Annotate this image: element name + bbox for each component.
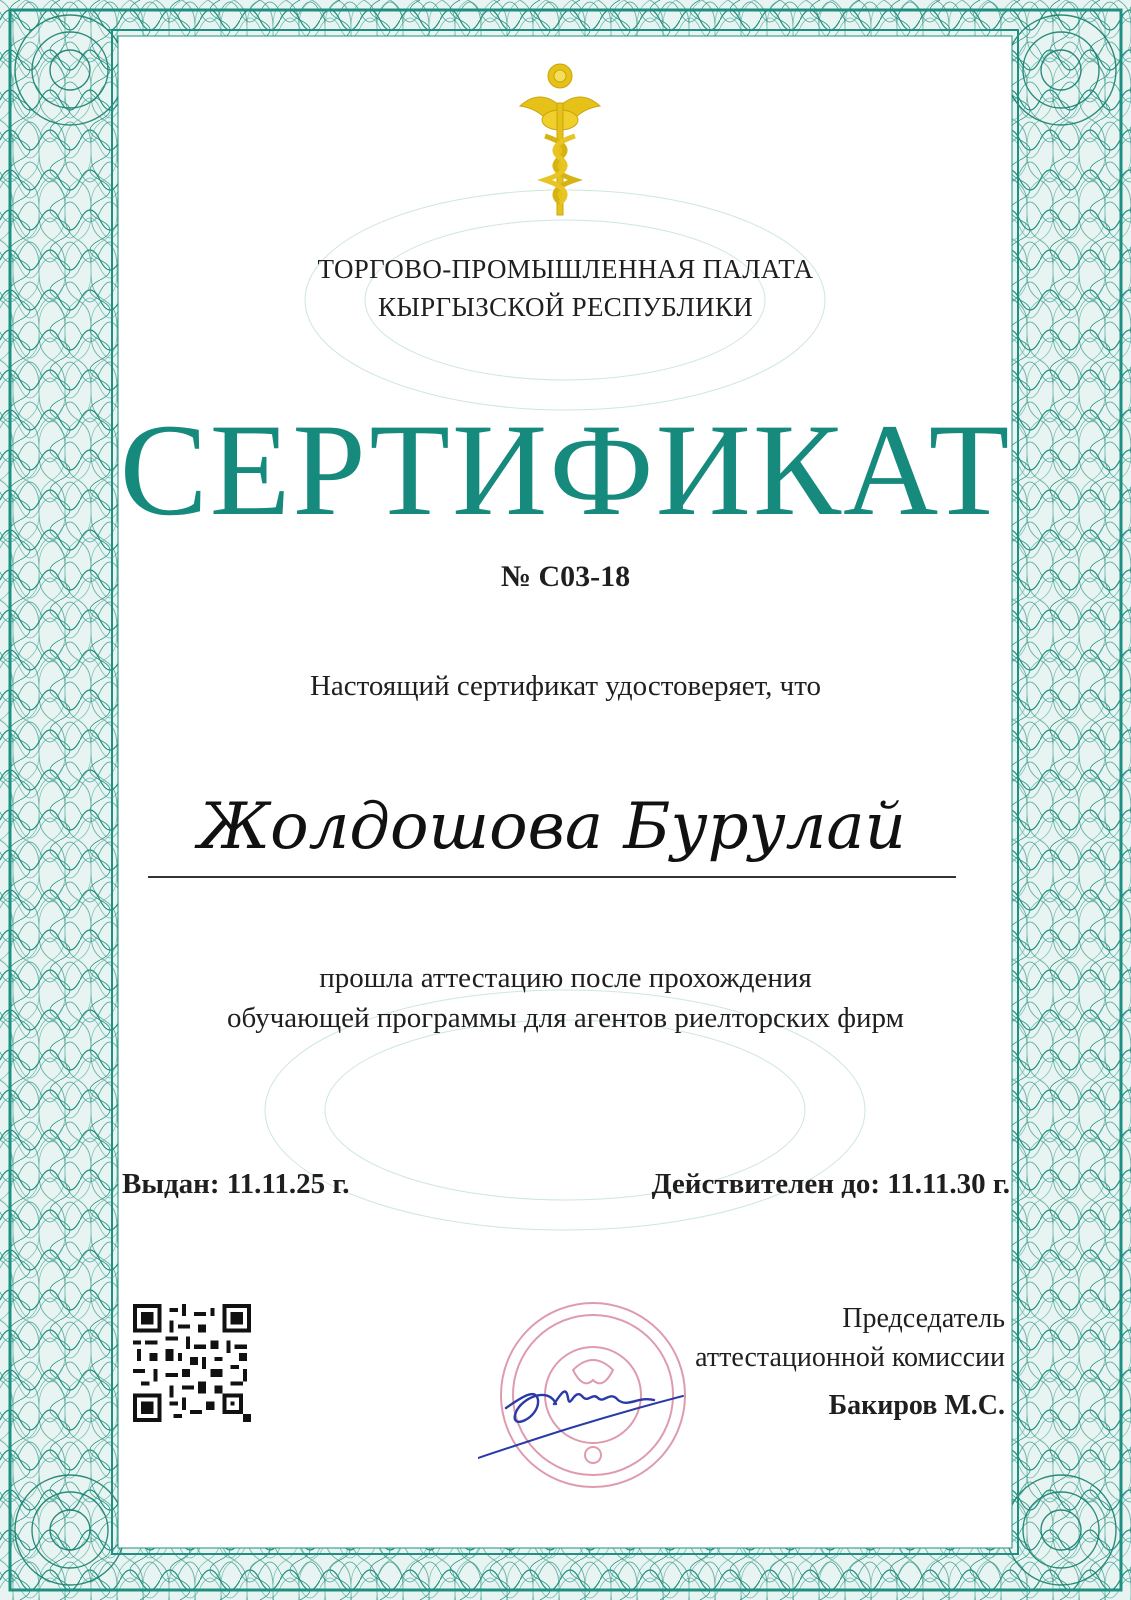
holder-name: Жолдошова Бурулай	[148, 790, 956, 878]
signatory-role-line-2: аттестационной комиссии	[695, 1342, 1005, 1373]
certificate-intro: Настоящий сертификат удостоверяет, что	[309, 670, 822, 702]
valid-until-date: Действителен до: 11.11.30 г.	[651, 1168, 1010, 1200]
organization-line-1: ТОРГОВО-ПРОМЫШЛЕННАЯ ПАЛАТА	[317, 254, 814, 284]
issued-date: Выдан: 11.11.25 г.	[122, 1168, 350, 1200]
certificate-number: № С03-18	[500, 560, 631, 593]
organization-line-2: КЫРГЫЗСКОЙ РЕСПУБЛИКИ	[378, 292, 753, 322]
certificate-body	[0, 958, 1131, 1038]
certificate-title: СЕРТИФИКАТ	[119, 396, 1012, 543]
body-line-1: прошла аттестацию после прохождения	[319, 962, 812, 994]
organization-name	[0, 250, 1131, 326]
official-stamp-icon	[478, 1300, 693, 1500]
signatory-name: Бакиров М.С.	[828, 1390, 1005, 1421]
body-line-2: обучающей программы для агентов риелторских фирм	[227, 1002, 904, 1034]
signatory-role-line-1: Председатель	[842, 1303, 1005, 1334]
qr-code-icon[interactable]	[133, 1304, 251, 1422]
caduceus-emblem-icon	[515, 58, 605, 218]
